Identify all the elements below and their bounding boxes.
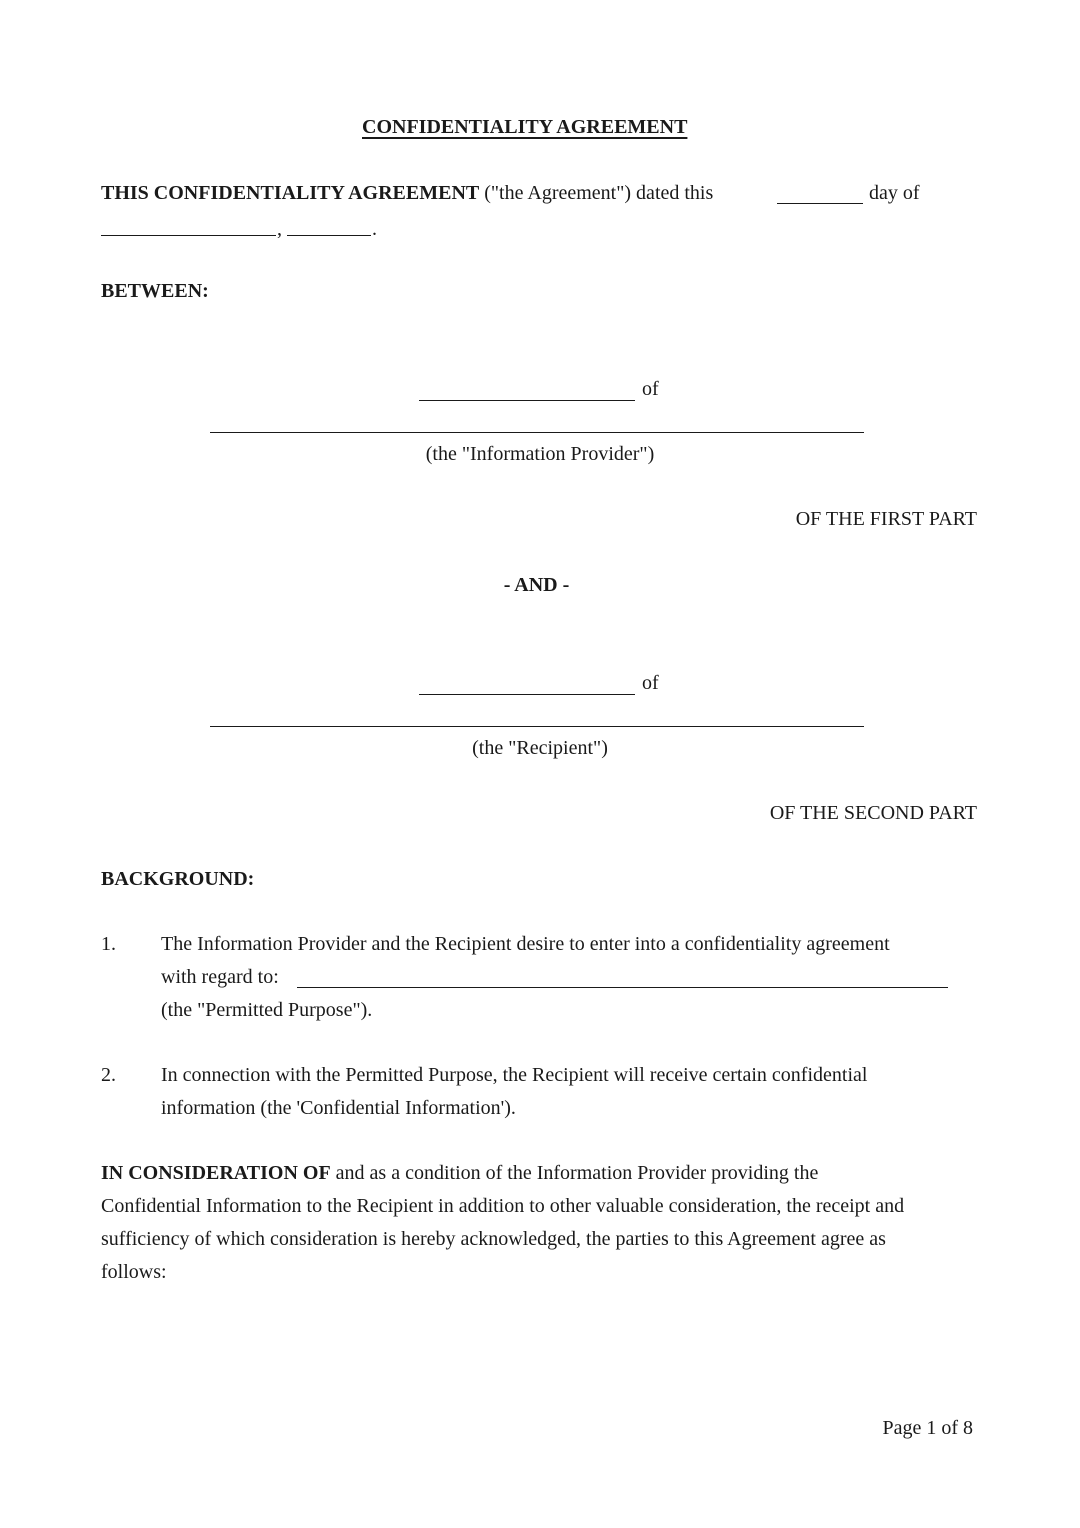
second-part-label: OF THE SECOND PART — [769, 802, 977, 824]
consideration-line: Confidential Information to the Recipient in addition to other valuable consideration, the receipt and — [101, 1195, 905, 1217]
consideration-paragraph — [101, 1163, 818, 1183]
provider-address-line[interactable] — [210, 432, 864, 433]
intro-rest: ("the Agreement") dated this — [484, 182, 714, 204]
recipient-role: (the "Recipient") — [472, 737, 608, 759]
page-number: Page 1 of 8 — [882, 1417, 973, 1439]
consideration-lead: IN CONSIDERATION OF — [101, 1162, 331, 1184]
background-item-line: with regard to: — [161, 966, 279, 988]
background-heading: BACKGROUND: — [101, 868, 255, 890]
consideration-line: follows: — [101, 1261, 167, 1283]
year-blank-line[interactable] — [287, 235, 371, 236]
month-blank-line[interactable] — [101, 235, 276, 236]
background-item-line: In connection with the Permitted Purpose, the Recipient will receive certain confidential — [161, 1064, 868, 1086]
between-heading: BETWEEN: — [101, 280, 209, 302]
consideration-line: and as a condition of the Information Provider providing the — [335, 1162, 819, 1184]
document-title: CONFIDENTIALITY AGREEMENT — [362, 116, 688, 138]
and-separator: - AND - — [503, 574, 570, 596]
background-item-line: information (the 'Confidential Information'). — [161, 1097, 516, 1119]
permitted-purpose-line[interactable] — [297, 987, 948, 988]
recipient-of-text: of — [642, 672, 659, 694]
recipient-name-line[interactable] — [419, 694, 635, 695]
background-item-number: 1. — [101, 933, 116, 955]
day-blank-line[interactable] — [777, 203, 863, 204]
day-of-text: day of — [869, 182, 920, 204]
consideration-line: sufficiency of which consideration is hereby acknowledged, the parties to this Agreement agree as — [101, 1228, 886, 1250]
background-item-line: (the "Permitted Purpose"). — [161, 999, 373, 1021]
date-period: . — [372, 218, 377, 240]
provider-role: (the "Information Provider") — [425, 443, 655, 465]
recipient-address-line[interactable] — [210, 726, 864, 727]
intro-sentence — [101, 183, 713, 203]
provider-of-text: of — [642, 378, 659, 400]
intro-lead: THIS CONFIDENTIALITY AGREEMENT — [101, 182, 480, 204]
background-item-line: The Information Provider and the Recipient desire to enter into a confidentiality agreement — [161, 933, 890, 955]
provider-name-line[interactable] — [419, 400, 635, 401]
date-comma: , — [277, 218, 282, 240]
first-part-label: OF THE FIRST PART — [795, 508, 977, 530]
background-item-number: 2. — [101, 1064, 116, 1086]
